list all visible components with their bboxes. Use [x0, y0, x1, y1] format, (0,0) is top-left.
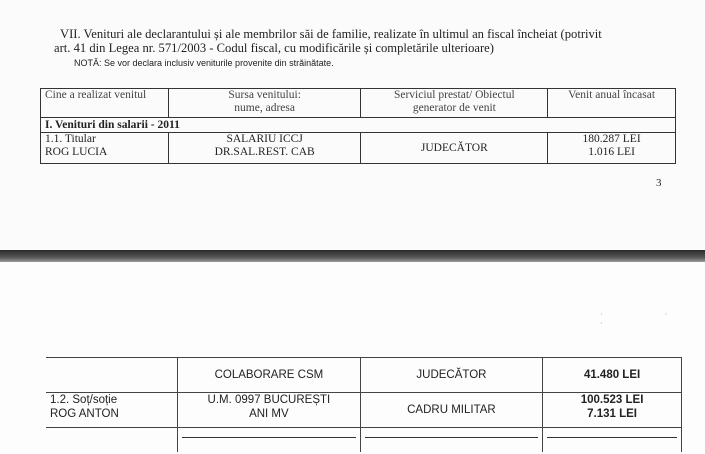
income-table-continued [46, 357, 682, 452]
income-line2: 7.131 LEI [587, 408, 638, 420]
source-line1: SALARIU ICCJ [226, 133, 303, 145]
table-row-empty [46, 428, 682, 453]
row-service [360, 428, 542, 453]
row-who [46, 358, 178, 393]
table-row [46, 393, 682, 428]
table-header-row [41, 89, 676, 118]
header-source-line1: Sursa venitului: [228, 89, 301, 101]
row-income [543, 393, 682, 428]
row-who [41, 133, 169, 164]
row-source: COLABORARE CSM [178, 358, 361, 393]
row-who [46, 393, 178, 428]
who-line2: ROG ANTON [50, 408, 119, 420]
row-income: 41.480 LEI [543, 358, 682, 393]
header-income: Venit anual încasat [548, 89, 676, 118]
table-row [41, 133, 676, 164]
dash-line [182, 437, 356, 438]
page-number: 3 [656, 177, 662, 189]
header-service-line1: Serviciul prestat/ Obiectul [393, 89, 515, 101]
header-service [361, 89, 548, 118]
row-income [543, 428, 682, 453]
note: NOTĂ: Se vor declara inclusiv veniturile provenite din străinătate. [74, 58, 334, 68]
section-row [41, 118, 676, 133]
source-line2: DR.SAL.REST. CAB [214, 146, 315, 158]
source-line1: U.M. 0997 BUCUREȘTI [207, 394, 331, 406]
row-source [168, 133, 361, 164]
who-line1: 1.1. Titular [45, 133, 96, 145]
header-source-line2: nume, adresa [234, 102, 295, 114]
row-service: CADRU MILITAR [360, 393, 542, 428]
section-title-line2: art. 41 din Legea nr. 571/2003 - Codul fiscal, cu modificările și completările ulterioare) [54, 41, 494, 55]
income-line1: 180.287 LEI [582, 133, 641, 145]
header-who: Cine a realizat venitul [41, 89, 169, 118]
dash-line [547, 437, 677, 438]
section-row-label: I. Venituri din salarii - 2011 [41, 118, 676, 133]
row-service: JUDECĂTOR [360, 358, 542, 393]
page-divider [0, 250, 705, 262]
header-service-line2: generator de venit [412, 102, 496, 114]
who-line1: 1.2. Soț/soție [50, 394, 118, 406]
row-service: JUDECĂTOR [361, 133, 548, 164]
who-line2: ROG LUCIA [45, 146, 108, 158]
dash-line [365, 437, 538, 438]
income-line1: 100.523 LEI [580, 394, 644, 406]
section-title [54, 27, 680, 55]
row-who [46, 428, 178, 453]
header-source [168, 89, 361, 118]
row-source [178, 428, 361, 453]
scan-specks: · · · [600, 310, 698, 328]
income-line2: 1.016 LEI [588, 146, 635, 158]
table-row [46, 358, 682, 393]
row-income [548, 133, 676, 164]
row-source [178, 393, 361, 428]
income-table [40, 88, 676, 164]
source-line2: ANI MV [249, 408, 289, 420]
section-title-line1: VII. Venituri ale declarantului și ale membrilor săi de familie, realizate în ultimul an fiscal încheiat (potrivit [60, 27, 602, 41]
